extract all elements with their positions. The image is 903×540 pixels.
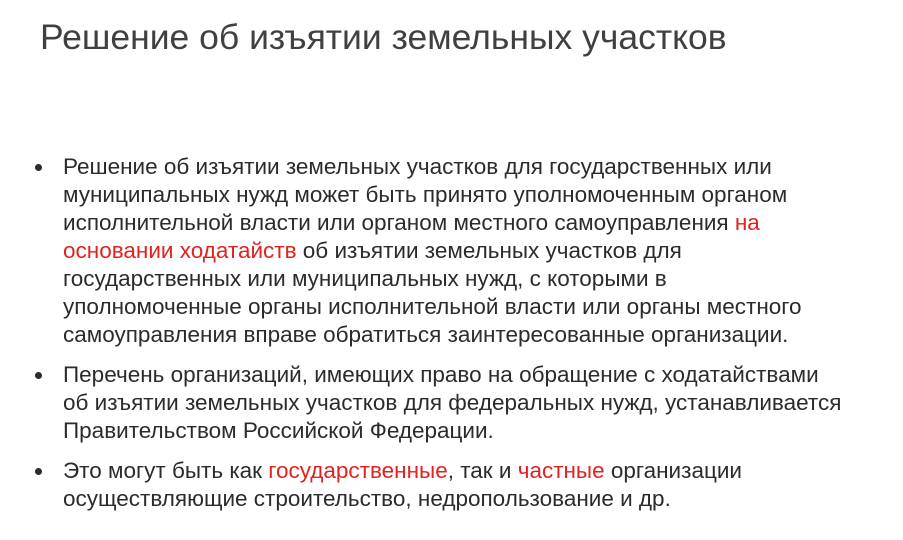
text-segment: самоуправления вправе обратиться заинтересованные организации. xyxy=(63,322,789,347)
text-segment: , так и xyxy=(447,458,518,483)
text-line xyxy=(63,485,883,513)
text-line xyxy=(63,389,883,417)
text-line xyxy=(63,181,883,209)
bullet-marker xyxy=(35,372,42,379)
text-line xyxy=(63,293,883,321)
text-line xyxy=(63,153,883,181)
slide-title: Решение об изъятии земельных участков xyxy=(40,17,727,57)
text-line xyxy=(63,361,883,389)
highlighted-text: государственные xyxy=(268,458,448,483)
highlighted-text: частные xyxy=(517,458,605,483)
bullet-item xyxy=(63,457,883,513)
bullet-item xyxy=(63,153,883,349)
highlighted-text: на xyxy=(734,210,760,235)
text-segment: об изъятии земельных участков для xyxy=(296,238,682,263)
text-line xyxy=(63,457,883,485)
text-segment: Перечень организаций, имеющих право на обращение с ходатайствами xyxy=(63,362,819,387)
text-segment: муниципальных нужд может быть принято уполномоченным органом xyxy=(63,182,788,207)
text-segment: уполномоченные органы исполнительной власти или органы местного xyxy=(63,294,802,319)
text-segment: Решение об изъятии земельных участков для государственных или xyxy=(63,154,772,179)
text-segment: Это могут быть как xyxy=(63,458,269,483)
bullet-marker xyxy=(35,468,42,475)
highlighted-text: основании ходатайств xyxy=(63,238,297,263)
text-line xyxy=(63,265,883,293)
bullet-item xyxy=(63,361,883,445)
bullet-marker xyxy=(35,164,42,171)
text-segment: об изъятии земельных участков для федеральных нужд, устанавливается xyxy=(63,390,842,415)
text-segment: Правительством Российской Федерации. xyxy=(63,418,494,443)
text-line xyxy=(63,321,883,349)
text-line xyxy=(63,417,883,445)
bullet-list xyxy=(63,153,883,525)
text-segment: исполнительной власти или органом местного самоуправления xyxy=(63,210,735,235)
text-segment: осуществляющие строительство, недропользование и др. xyxy=(63,486,671,511)
text-line xyxy=(63,209,883,237)
text-segment: организации xyxy=(604,458,742,483)
text-segment: государственных или муниципальных нужд, с которыми в xyxy=(63,266,667,291)
text-line xyxy=(63,237,883,265)
